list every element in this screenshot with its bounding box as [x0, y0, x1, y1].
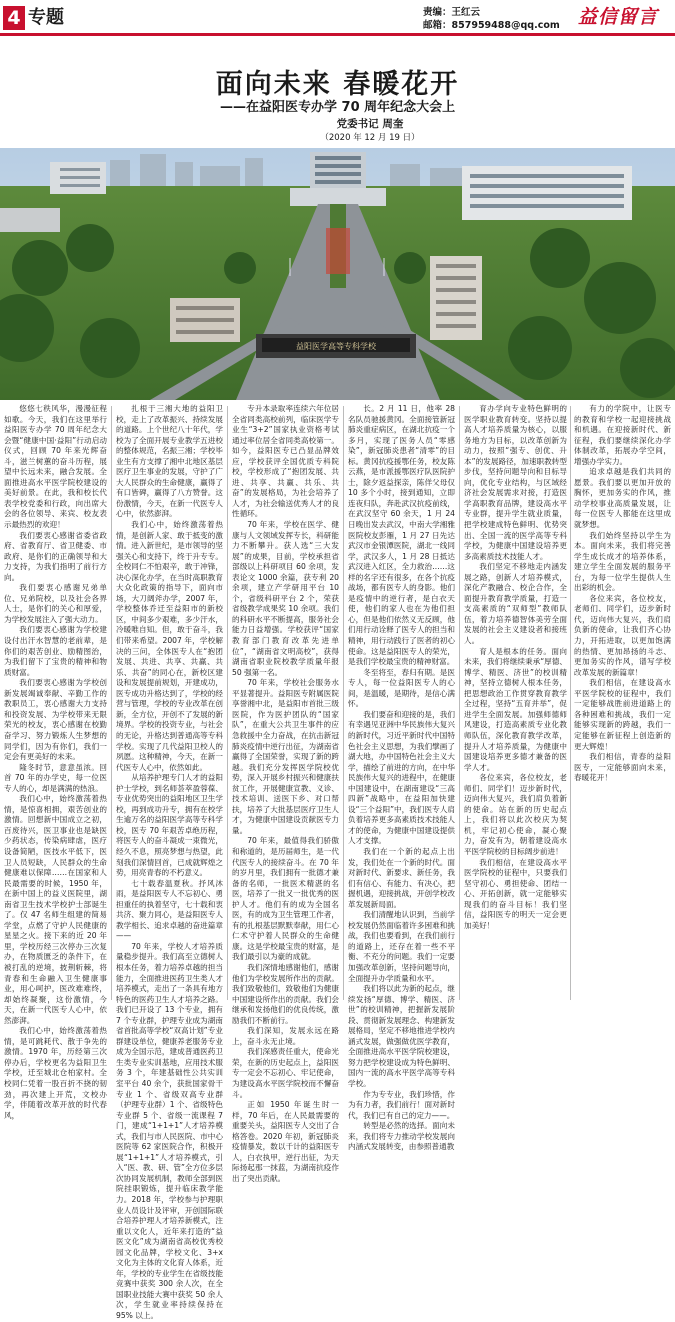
- article-column-2: [116, 404, 223, 1321]
- paragraph: 育人是根本的任务。面向未来，我们将继续秉承“厚德、博学、精医、济世”的校训精神，坚持立德树人根本任务，把思想政治工作贯穿教育教学全过程，坚持“五育并举”，促进学生全面发展。加强师德师风建设，打造高素质专业化教师队伍，深化教育教学改革，提升人才培养质量，为健康中国建设培养更多德才兼备的医学人才。: [464, 646, 567, 772]
- article-body: [0, 404, 675, 1321]
- paragraph: 作为专专业，我们珍惜，作为有力者，我们前行！面对新时代，我们已有自己的定力——。: [348, 1089, 455, 1120]
- paragraph: 我们坚定不移地走内涵发展之路，创新人才培养模式，深化产教融合、校企合作，全面提升教育教学质量，打造一支高素质的“双师型”教师队伍，着力培养德智体美劳全面发展的社会主义建设者和接班人。: [464, 562, 567, 646]
- paragraph: 我们深知，发展永远在路上，奋斗永无止境。: [232, 1026, 339, 1046]
- article-headline: 面向未来 春暖花开: [215, 69, 460, 100]
- paragraph: 有力的学院中，让医专的教育和学校一起迎接挑战和机遇。在迎接新时代、新征程，我们要继续深化办学体制改革，拓展办学空间，增强办学实力。: [574, 404, 671, 466]
- page-number: 4: [3, 6, 25, 30]
- column-divider: [459, 406, 460, 1000]
- paragraph: 从培养护理专门人才的益阳护士学校，到名师荟萃盈蓉葆、专业优势突出的益阳地区卫生学校，再到成功升专，拥有在校学生逾万名的益阳医学高等专科学校，医专 70 年艰苦卓绝历程，将医专人的奋斗凝成一束微光，经久不息，照亮梦想与热望，此刻我们深情回首，已成就辉煌之势，用亮青春的不朽意义。: [116, 773, 223, 878]
- paragraph: 我们在一个新的起点上出发，我们处在一个新的时代。面对新时代、新要求、新任务，我们有信心、有能力、有决心，把握机遇，迎接挑战，开创学校改革发展新局面。: [348, 846, 455, 909]
- paragraph: 追求卓越是我们共同的愿景。我们要以更加开放的胸怀，更加务实的作风，推动学校事业高质量发展，让每一位医专人都能在这里成就梦想。: [574, 467, 671, 530]
- paragraph: 我们深感责任重大，使命光荣，在新的历史起点上，益阳医专一定会不忘初心、牢记使命，为建设高水平医学院校而不懈奋斗。: [232, 1047, 339, 1099]
- paragraph: 隆冬时节，意意虽浓。回首 70 年的办学史，每一位医专人的心，却是满满的热浪。: [4, 762, 107, 793]
- paragraph: 专升本录取率连续六年位居全省同类高校前列，临床医学专业生“3+2”国家执业资格考试通过率位居全省同类高校第一。如今，益阳医专已凸显品牌效应，学校获评全国优质专科院校，学校形成了“抱团发展、共进、共享、共赢、共乐、共奋”的发展格局，为社会培养了人才，为社会输送优秀人才的良性循环。: [232, 404, 339, 519]
- paragraph: 正如 1950 年诞生时一样，70 年后，在人民最需要的重要关头，益阳医专人交出了合格答卷。2020 年初，新冠肺炎疫情暴发，数以千计的益阳医专人，白衣执甲，逆行出征，为天际扬起那一抹蓝，为湖南抗疫作出了突出贡献。: [232, 1100, 339, 1183]
- column-divider: [343, 406, 344, 1000]
- article-column-3: [232, 404, 339, 1183]
- paragraph: 各位来宾，各位校友，老师们、同学们，迈步新时代，迈向伟大复兴，我们肩负新的使命，让我们齐心协力，开拓进取，以更加饱满的热情、更加昂扬的斗志、更加务实的作风，谱写学校改革发展的新篇章！: [574, 593, 671, 677]
- column-divider: [570, 406, 571, 1000]
- paragraph: 我们心中，始终激荡着热情，是创新人家、敢于抵变的激情。进入新世纪，是市领导的坚强关心和支持下，终于升专专。全校同仁不怕艰辛，敢于冲锋，决心深化办学，在当时高职教育大众化政策的指导下，面向市场，大刀阔斧办学，2007 年，学校整体乔迁至益阳市的新校区，中间多少艰难，多少汗水，冷暖唯自知。但，敢于奋斗，我们带来希望。2007 年，学校解决的三问，全体医专人在“抱团发展、共进、共享、共赢、共乐、共奋”的同心在，新校区建设和发展提前规划，开建成功，医专成功升格达到了，学校的经营与管理，学校的专业改革在创新，全方位，开创不了发展的新境界。学校的投资专业，与社会的无论，升格达到普通高等专科学校。实现了几代益阳卫校人的夙愿。这种精神，今天，在新一代医专人心中，依然如此。: [116, 520, 223, 772]
- paragraph: 七十载春温夏秋。抒风沐雨，是益阳医专人不忘初心、勇担重任的执着坚守，七十载和衷共济、聚力同心，是益阳医专人教学相长、追求卓越的奋进篇章——: [116, 878, 223, 941]
- editor-email: 邮箱：857959488@qq.com: [423, 20, 560, 31]
- article-column-6: [574, 404, 671, 1002]
- section-title: 专题: [28, 7, 64, 28]
- column-divider: [227, 406, 228, 1000]
- paragraph: 70 年来，学校在医学、健康与人文领域发挥专长，科研能力不断攀升。获人选“三大发展”的成果，目前，学校承担省部级以上科研项目 60 余项，发表论文 1000 余篇，获专利 20 余项，建立产学研用平台 10 个，省级科研平台 2 个，荣获省级教学成果奖 10 余项。我们的科研水平不断提高，服务社会能力日益增强。学校获评“国家教育部门教育改革先进单位”，“湖南省文明高校”，获得湖南省职业院校教学质量年报 50 强第一名。: [232, 520, 339, 677]
- paragraph: 70 年来，学校人才培养质量稳步提升。我们高至立德树人根本任务，着力培养卓越的担当能力，全面推进医药卫生类人才培养模式，走出了一条具有地方特色的医药卫生人才培养之路。我们已开设了 13 个专业，拥有 7 个专业群，护理专业成为湖南省首批高等学校“双高计划”专业群建设单位，健康养老服务专业成为全国示范，建成普通医药卫生类专业实训基地，应用技术服务 3 个，年建基础性公共实训室平台 40 余个，获批国家骨干专业 1 个、省级双高专业群（护理专业群）1 个、省级特色专业群 5 个、省级一流课程 7 门，建成“1+1+1”人才培养模式，我们与市人民医院、市中心医院等 62 家医院合作，积极开展“1+1+1”人才培养模式，引入“医、教、研、管”全方位多层次协同发展机制，教师全部到医院挂职锻炼，提升临床教学能力。2018 年，学校参与护理职业人员设计及评审，开创国际联合培养护理人才培养新模式，注重以文化人，近年来打造的“益医文化”成为湖南省高校优秀校园文化品牌，学校文化、3+x 文化为主体的文化育人体系，近年，学校的专业学生在省级技能竞赛中获奖 300 余人次，在全国职业技能大赛中获奖 50 余人次，学生就业率持续保持在 95% 以上。: [116, 941, 223, 1321]
- paragraph: 我们要衷心感谢为学校创新发展竭诚奉献、辛勤工作的教职员工，衷心感谢大力支持和投资发展、为学校带来无限荣光的校友，衷心感谢在校勤奋学习、努力锻炼人生梦想的同学们，因为有你们，我们一定会有更美好的未来。: [4, 678, 107, 762]
- paragraph: 转型是必然的选择。面向未来，我们将专力推动学校发展向内涵式发展转变，由参照普通教: [348, 1121, 455, 1152]
- article-date: （2020 年 12 月 19 日）: [320, 133, 420, 143]
- article-author: 党委书记 周奎: [336, 118, 404, 130]
- paragraph: 我们心中，始终激荡着热情，是惊喜相拥，艰苦创业的激情。回想新中国成立之初，百废待兴，医卫事业也是缺医少药状态，传染病肆虐，医疗设备简陋，医技水平低下，医卫人员短缺，人民群众的生命健康难以保障……在国家和人民最需要的时候，1950 年，在新中国上的益义医院里，湖南省卫生技术学校护士部诞生了。仅 47 名师生组建的简易学堂，点燃了守护人民健康的星星之火。接下来的近 20 年里，学校历经三次停办三次复办，在物质匮乏的条件下，在被打乱的逆境，披荆斩棘，将青春和生命融入卫生健康事业，用心呵护，医改难难终，却始终凝聚，这份激情，今天，在新一代医专人心中，依然澎湃。: [4, 794, 107, 1025]
- article-column-5: [464, 404, 567, 1002]
- paragraph: 我们相信，青春的益阳医专，一定能够面向未来，春暖花开！: [574, 752, 671, 783]
- page-header: [0, 0, 675, 36]
- paragraph: 我们相信，在建设高水平医学院校的征程中，我们一定能够战胜前进道路上的各种困难和挑战，我们一定能够实现新的跨越，我们一定能够在新征程上创造新的更大辉煌！: [574, 678, 671, 751]
- paragraph: 我们深情地感谢他们，感谢他们为学校发展所作出的贡献。我们致敬他们，致敬他们为健康中国建设所作出的贡献。我们会继承和发扬他们的优良传统，激励我们不断前行。: [232, 962, 339, 1025]
- paragraph: 我们清醒地认识到，当前学校发展仍然面临着许多困难和挑战，我们也要看到，在我们前行的道路上，还存在着一些不平衡、不充分的问题。我们一定要加强改革创新，坚持问题导向，全面提升办学质量和水平。: [348, 910, 455, 983]
- column-divider: [111, 406, 112, 1000]
- paragraph: 我们将以此为新的起点，继续发扬“厚德、博学、精医、济世”的校训精神，把握新发展阶段、贯彻新发展理念、构建新发展格局，坚定不移地推进学校内涵式发展，做强做优医学教育，全面推进高水平医学院校建设，努力把学校建设成为特色鲜明、国内一流的高水平医学高等专科学校。: [348, 984, 455, 1088]
- header-rule: [0, 33, 675, 36]
- paragraph: 长。2 月 11 日，他率 28 名队员驰援黄冈。全面接管新冠肺炎重症病区，在湖北抗疫一个多月，实现了医务人员“零感染”，新冠肺炎患者“清零”的目标。黄冈抗疫援鄂任务，校友陈云燕，是市派援鄂医疗队医院护士，除夕返益探亲，陈佯父母仅 10 多个小时，接到通知，立即连夜归队，奔赴武汉抗疫前线，在武汉坚守 60 余天，1 月 24 日晚出发去武汉，中南大学湘雅医院校友彭雁，1 月 27 日先达武汉市金银潭医院，湖北一线同学，武汉多人，1 月 28 日抵达武汉进入红区，全力救治……这样的名字还有很多，在各个抗疫战场，都有医专人的身影。他们是疫情中的逆行者，是白衣天使，他们的家人也在为他们担心，但是他们依然义无反顾，他们用行动诠释了医专人的担当和精神，用行动践行了医者的初心使命。这是益阳医专人的荣光，是我们学校最宝贵的精神财富。: [348, 404, 455, 667]
- paragraph: 我们相信，在建设高水平医学院校的征程中，只要我们坚守初心、勇担使命、团结一心、开拓创新，就一定能够实现我们的奋斗目标！我们坚信，益阳医专的明天一定会更加美好！: [464, 857, 567, 930]
- paragraph: 各位来宾，各位校友，老师们、同学们！迈步新时代，迈向伟大复兴，我们肩负着新的使命。站在新的历史起点上，我们将以此次校庆为契机，牢记初心使命，凝心聚力，奋发有为，朝着建设高水平医学院校的目标阔步前进！: [464, 773, 567, 856]
- article-subtitle: ——在益阳医专办学 70 周年纪念大会上: [220, 100, 456, 115]
- editor-credit: 责编：王红云: [423, 7, 481, 18]
- paragraph: 我们要衷心感谢兄弟单位、兄弟院校，以及社会各界人士，是你们的关心和厚爱，为学校发展注入了强大动力。: [4, 583, 107, 624]
- article-column-1: [4, 404, 107, 1120]
- paragraph: 70 年来，最值得我们骄傲和称道的，是历届师生，是一代代医专人的接续奋斗。在 70 年的岁月里，我们拥有一批德才兼备的名师，一批医术精湛的名医，培养了一批又一批优秀的医护人才。他们有的成为全国名医，有的成为卫生管理工作者，有的扎根基层默默奉献，用仁心仁术守护着人民群众的生命健康。这是学校最宝贵的财富，是我们最引以为豪的成就。: [232, 836, 339, 962]
- newspaper-logo: 益信留言: [578, 6, 659, 28]
- paragraph: 冬至将至，春归有期。是医专人，每一位益阳医专人的心间，是温暖，是期待，是信心满怀。: [348, 667, 455, 709]
- campus-aerial-photo: [0, 148, 675, 400]
- paragraph: 我们要衷心感谢省委省政府、省教育厅、省卫健委、市政府、是你们的正确领导和大力支持，为我们指明了前行方向。: [4, 530, 107, 582]
- paragraph: 悠悠七秩风华，漫漫征程如歌。今天，我们在这里举行益阳医专办学 70 周年纪念大会暨“健康中国·益阳”行动启动仪式，回顾 70 年来光辉奋斗，滋兰树蕙的奋斗历程，展望中长远未来，融合发展。全面推进高水平医学院校建设的美好前景。在此，我和校长代表学校党委和行政，向出席大会的各位领导、来宾、校友表示最热烈的欢迎！: [4, 404, 107, 530]
- campus-gate-sign: 益阳医学高等专科学校: [296, 342, 376, 351]
- paragraph: 我们心中，始终激荡着热情，是可跳耗代、散于争先的激情。1970 年，历经第三次停办后，学校更名为益阳卫生学校，迁至城北仓柏家村。全校同仁凭着一股百折不挠的韧劲，再次建上开荒，文校办学，伴随着改革开放的时代春风，: [4, 1026, 107, 1120]
- paragraph: 我们要奋和迎接的是，我们有幸遇见亚洲中华民族伟大复兴的新时代，习近平新时代中国特色社会主义思想，为我们擘画了湖大地，办中国特色社会主义大学，描绘了前进的方向，在中华民族伟大复兴的进程中，在健康中国建设中，在湖南建设“三高四新”战略中，在益阳加快建设“三个益阳”中，我们医专人肩负着培养更多高素质技术技能人才的使命，为健康中国建设提供人才支撑。: [348, 709, 455, 846]
- paragraph: 我们要衷心感谢为学校建设付出汗水智慧的老前辈，是你们的艰苦创业、励精图治，为我们留下了宝贵的精神和物质财富。: [4, 625, 107, 677]
- paragraph: 70 年来，学校社会服务水平显著提升。益阳医专附属医院享誉湘中北，是益阳市首批三级医院，作为医护团队的“国家队”，在重大公共卫生事件的应急救援中全力奋战，在抗击新冠肺炎疫情中逆行出征，为湖南省赢得了全国荣誉，实现了新的跨越。我们充分发挥医学院校优势，深入开展乡村振兴和健康扶贫工作，开展健康宣教、义诊、技术培训、送医下乡、对口帮扶，培养了大批基层医疗卫生人才，为健康中国建设贡献医专力量。: [232, 678, 339, 835]
- paragraph: 我们始终坚持以学生为本。面向未来，我们将完善学生成长成才的培养体系，建立学生全面发展的服务平台，为每一位学生提供人生出彩的机会。: [574, 530, 671, 593]
- article-column-4: [348, 404, 455, 1152]
- paragraph: 育办学向专业特色鲜明的医学职业教育转变。坚持以提高人才培养质量为核心，以服务地方为目标，以改革创新为动力，按照“强专、创优、升本”的发展路径，加速职教转型步伐，坚持问题导向和目标导向，优化专业结构，与区域经济社会发展需求对接，打造医学高职教育品牌，建设高水平专业群，提升学生就业质量，把学校建成特色鲜明、优势突出、全国一流的医学高等专科学校，为健康中国建设培养更多高素质技术技能人才。: [464, 404, 567, 561]
- paragraph: 扎根于三湘大地的益阳卫校，走上了改革振兴、持续发展的道路。上个世纪八十年代，学校为了全面开展专业教学五进校的整体规范，名振三湘；学校毕业生有方支撑了湘中北地区基层医疗卫生事业的发展，守护了广大人民群众的生命健康，赢得了有口皆碑，赢得了八方赞誉。这份激情，今天，在新一代医专人心中，依然澎湃。: [116, 404, 223, 519]
